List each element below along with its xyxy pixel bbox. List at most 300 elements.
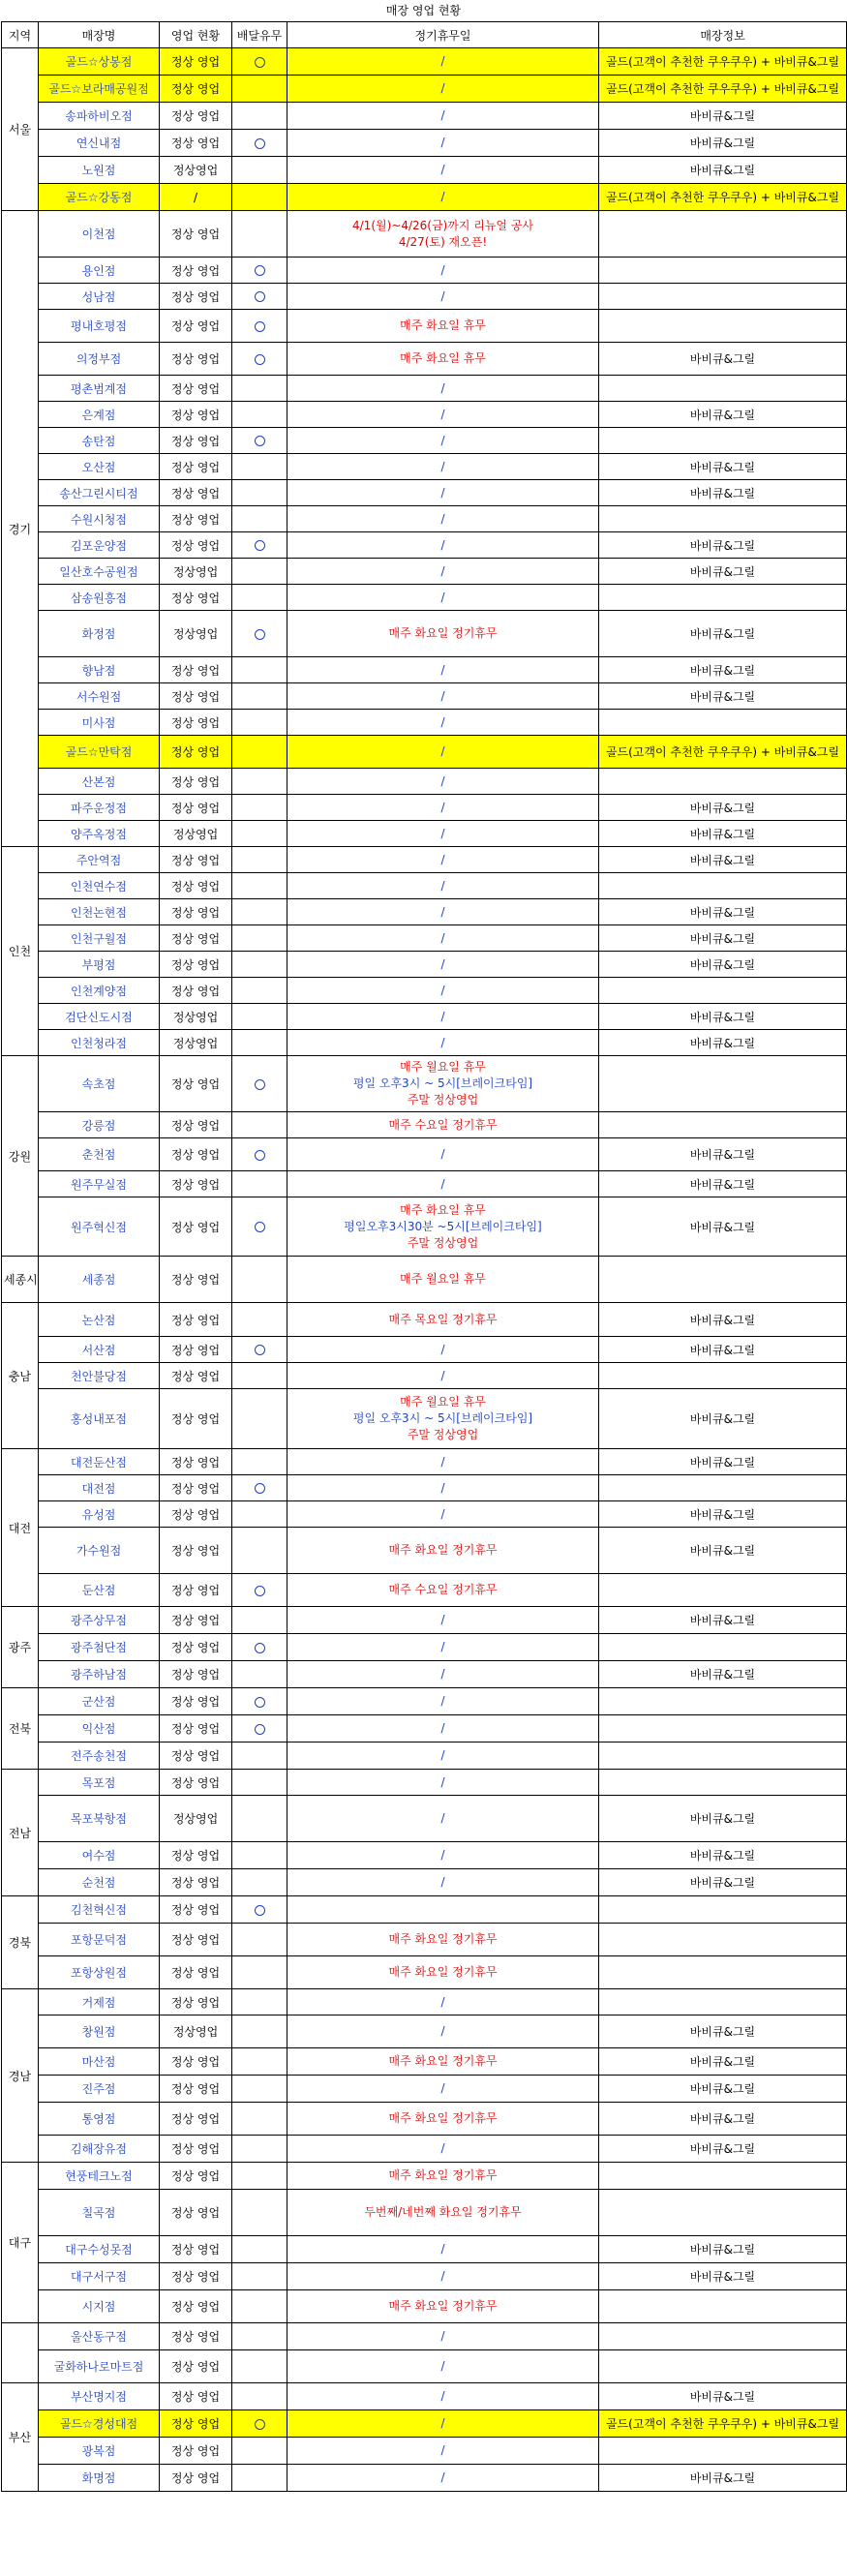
regular-holiday xyxy=(287,2383,599,2410)
store-name: 광주상무점 xyxy=(39,1607,160,1634)
table-row xyxy=(2,1138,847,1171)
table-header-row xyxy=(2,22,847,48)
store-info xyxy=(599,1688,847,1715)
store-name: 의정부점 xyxy=(39,343,160,376)
store-info: 바비큐&그릴 xyxy=(599,454,847,480)
regular-holiday xyxy=(287,611,599,657)
table-row xyxy=(2,1574,847,1607)
delivery-available-circle-icon xyxy=(255,1724,265,1735)
holiday-line: / xyxy=(440,485,445,500)
store-name: 김천혁신점 xyxy=(39,1896,160,1924)
page-title: 매장 영업 현황 xyxy=(385,4,462,17)
regular-holiday xyxy=(287,2290,599,2323)
business-status: 정상영업 xyxy=(160,157,232,184)
regular-holiday xyxy=(287,925,599,952)
regular-holiday xyxy=(287,480,599,506)
table-row xyxy=(2,585,847,611)
region-cell xyxy=(2,2323,39,2383)
regular-holiday xyxy=(287,1257,599,1303)
store-info xyxy=(599,2323,847,2350)
store-info xyxy=(599,1989,847,2015)
regular-holiday xyxy=(287,1363,599,1389)
store-info: 바비큐&그릴 xyxy=(599,343,847,376)
store-info xyxy=(599,211,847,258)
holiday-line: 4/1(월)~4/26(금)까지 리뉴얼 공사 xyxy=(352,218,533,232)
store-name: 통영점 xyxy=(39,2103,160,2136)
store-info: 바비큐&그릴 xyxy=(599,2103,847,2136)
store-info xyxy=(599,769,847,795)
store-name: 전주송천점 xyxy=(39,1743,160,1770)
store-name: 목포점 xyxy=(39,1770,160,1796)
regular-holiday xyxy=(287,211,599,258)
table-row xyxy=(2,2103,847,2136)
store-name: 시지점 xyxy=(39,2290,160,2323)
store-info: 바비큐&그릴 xyxy=(599,899,847,925)
holiday-line: / xyxy=(440,1368,445,1382)
business-status: 정상 영업 xyxy=(160,1528,232,1574)
delivery-cell xyxy=(232,184,287,211)
regular-holiday xyxy=(287,76,599,103)
regular-holiday xyxy=(287,847,599,873)
store-info: 바비큐&그릴 xyxy=(599,2263,847,2290)
regular-holiday xyxy=(287,795,599,821)
delivery-cell xyxy=(232,1171,287,1197)
holiday-line: 매주 화요일 정기휴무 xyxy=(388,2111,498,2125)
holiday-line: / xyxy=(440,1694,445,1708)
delivery-cell xyxy=(232,2163,287,2190)
business-status: 정상 영업 xyxy=(160,795,232,821)
business-status: 정상 영업 xyxy=(160,585,232,611)
regular-holiday xyxy=(287,821,599,847)
store-name: 향남점 xyxy=(39,657,160,683)
store-name: 둔산점 xyxy=(39,1574,160,1607)
delivery-cell xyxy=(232,952,287,978)
business-status: 정상 영업 xyxy=(160,1869,232,1896)
table-row xyxy=(2,710,847,736)
header-regular-holiday: 정기휴무일 xyxy=(287,22,599,48)
table-row xyxy=(2,2465,847,2492)
store-name: 노원점 xyxy=(39,157,160,184)
holiday-line: / xyxy=(440,262,445,277)
business-status: 정상 영업 xyxy=(160,1475,232,1501)
delivery-cell xyxy=(232,821,287,847)
store-name: 순천점 xyxy=(39,1869,160,1896)
table-row xyxy=(2,1303,847,1337)
store-name: 창원점 xyxy=(39,2015,160,2048)
table-row xyxy=(2,130,847,157)
table-row xyxy=(2,2438,847,2465)
store-info: 바비큐&그릴 xyxy=(599,683,847,710)
business-status: 정상 영업 xyxy=(160,657,232,683)
holiday-line: 매주 화요일 정기휴무 xyxy=(388,2299,498,2313)
regular-holiday xyxy=(287,1607,599,1634)
regular-holiday xyxy=(287,952,599,978)
business-status: 정상 영업 xyxy=(160,506,232,532)
holiday-line: / xyxy=(440,2443,445,2457)
business-status: 정상 영업 xyxy=(160,211,232,258)
business-status: 정상영업 xyxy=(160,1796,232,1842)
store-name: 김포운양점 xyxy=(39,532,160,559)
business-status: 정상 영업 xyxy=(160,343,232,376)
business-status: 정상 영업 xyxy=(160,925,232,952)
store-name: 은계점 xyxy=(39,402,160,428)
business-status: 정상 영업 xyxy=(160,284,232,310)
holiday-line: / xyxy=(440,1506,445,1521)
store-info: 바비큐&그릴 xyxy=(599,2465,847,2492)
delivery-cell xyxy=(232,2076,287,2103)
store-info: 바비큐&그릴 xyxy=(599,1138,847,1171)
delivery-cell xyxy=(232,1842,287,1869)
regular-holiday xyxy=(287,103,599,130)
store-info xyxy=(599,284,847,310)
holiday-line: / xyxy=(440,662,445,677)
holiday-line: / xyxy=(440,108,445,122)
business-status: 정상영업 xyxy=(160,821,232,847)
store-info: 바비큐&그릴 xyxy=(599,559,847,585)
holiday-line: / xyxy=(440,800,445,814)
store-info: 바비큐&그릴 xyxy=(599,1842,847,1869)
region-cell: 대구 xyxy=(2,2163,39,2323)
holiday-line: 4/27(토) 재오픈! xyxy=(398,234,488,249)
business-status: 정상 영업 xyxy=(160,736,232,769)
store-info xyxy=(599,310,847,343)
table-row xyxy=(2,532,847,559)
holiday-line: / xyxy=(440,1721,445,1735)
holiday-line: / xyxy=(440,433,445,447)
holiday-line: / xyxy=(440,2359,445,2373)
delivery-cell xyxy=(232,2136,287,2163)
table-row xyxy=(2,1715,847,1743)
regular-holiday xyxy=(287,769,599,795)
delivery-cell xyxy=(232,2323,287,2350)
store-info xyxy=(599,1634,847,1661)
store-info: 바비큐&그릴 xyxy=(599,1796,847,1842)
store-info: 바비큐&그릴 xyxy=(599,1030,847,1056)
store-info: 바비큐&그릴 xyxy=(599,1449,847,1475)
table-row xyxy=(2,1770,847,1796)
business-status: 정상 영업 xyxy=(160,1363,232,1389)
holiday-line: / xyxy=(440,1342,445,1356)
store-name: 일산호수공원점 xyxy=(39,559,160,585)
table-row xyxy=(2,1661,847,1688)
table-row xyxy=(2,873,847,899)
store-info xyxy=(599,1574,847,1607)
holiday-line: 주말 정상영업 xyxy=(407,1235,479,1250)
regular-holiday xyxy=(287,585,599,611)
store-info: 바비큐&그릴 xyxy=(599,657,847,683)
regular-holiday xyxy=(287,1197,599,1257)
store-name: 주안역점 xyxy=(39,847,160,873)
delivery-available-circle-icon xyxy=(255,540,265,551)
store-info: 바비큐&그릴 xyxy=(599,2015,847,2048)
business-status: 정상 영업 xyxy=(160,1715,232,1743)
delivery-cell xyxy=(232,1363,287,1389)
store-info: 바비큐&그릴 xyxy=(599,1869,847,1896)
regular-holiday xyxy=(287,1574,599,1607)
delivery-available-circle-icon xyxy=(255,1222,265,1232)
delivery-cell xyxy=(232,710,287,736)
header-store-info: 매장정보 xyxy=(599,22,847,48)
table-row xyxy=(2,2076,847,2103)
regular-holiday xyxy=(287,2465,599,2492)
store-name: 대구서구점 xyxy=(39,2263,160,2290)
holiday-line: / xyxy=(440,956,445,971)
store-info: 바비큐&그릴 xyxy=(599,821,847,847)
store-info: 바비큐&그릴 xyxy=(599,847,847,873)
delivery-cell xyxy=(232,1869,287,1896)
store-name: 골드☆강동점 xyxy=(39,184,160,211)
store-name: 인천연수점 xyxy=(39,873,160,899)
store-name: 칠곡점 xyxy=(39,2190,160,2236)
business-status: 정상 영업 xyxy=(160,2076,232,2103)
regular-holiday xyxy=(287,2136,599,2163)
business-status: 정상 영업 xyxy=(160,310,232,343)
regular-holiday xyxy=(287,1743,599,1770)
table-row xyxy=(2,157,847,184)
business-status: 정상 영업 xyxy=(160,978,232,1004)
business-status: 정상 영업 xyxy=(160,103,232,130)
delivery-cell xyxy=(232,211,287,258)
table-row xyxy=(2,76,847,103)
business-status: 정상 영업 xyxy=(160,873,232,899)
holiday-line: 주말 정상영업 xyxy=(407,1093,479,1106)
delivery-available-circle-icon xyxy=(255,1586,265,1596)
store-name: 골드☆상봉점 xyxy=(39,48,160,76)
delivery-cell xyxy=(232,1989,287,2015)
header-delivery: 배달유무 xyxy=(232,22,287,48)
holiday-line: / xyxy=(440,563,445,578)
store-info xyxy=(599,2438,847,2465)
delivery-cell xyxy=(232,1337,287,1363)
store-name: 대전점 xyxy=(39,1475,160,1501)
store-info: 바비큐&그릴 xyxy=(599,1389,847,1449)
delivery-cell xyxy=(232,1924,287,1956)
table-row xyxy=(2,428,847,454)
table-row xyxy=(2,1449,847,1475)
store-name: 양주옥정점 xyxy=(39,821,160,847)
table-row xyxy=(2,1475,847,1501)
regular-holiday xyxy=(287,1501,599,1528)
holiday-line: 매주 월요일 휴무 xyxy=(400,1272,486,1286)
holiday-line: / xyxy=(440,1875,445,1889)
store-name: 인천논현점 xyxy=(39,899,160,925)
store-info: 바비큐&그릴 xyxy=(599,1303,847,1337)
table-row xyxy=(2,795,847,821)
delivery-cell xyxy=(232,310,287,343)
delivery-available-circle-icon xyxy=(255,1079,265,1090)
regular-holiday xyxy=(287,2048,599,2076)
delivery-cell xyxy=(232,1688,287,1715)
holiday-line: / xyxy=(440,1994,445,2009)
header-region: 지역 xyxy=(2,22,39,48)
delivery-cell xyxy=(232,585,287,611)
delivery-cell xyxy=(232,2048,287,2076)
regular-holiday xyxy=(287,184,599,211)
store-name: 김해장유점 xyxy=(39,2136,160,2163)
store-info xyxy=(599,2350,847,2383)
region-cell: 경북 xyxy=(2,1896,39,1989)
store-info xyxy=(599,1257,847,1303)
holiday-line: / xyxy=(440,537,445,552)
business-status: 정상 영업 xyxy=(160,847,232,873)
table-row xyxy=(2,2350,847,2383)
holiday-line: / xyxy=(440,2242,445,2256)
store-name: 군산점 xyxy=(39,1688,160,1715)
delivery-cell xyxy=(232,284,287,310)
store-name: 송파하비오점 xyxy=(39,103,160,130)
store-name: 목포북항점 xyxy=(39,1796,160,1842)
store-info xyxy=(599,2163,847,2190)
delivery-cell xyxy=(232,925,287,952)
table-row xyxy=(2,821,847,847)
holiday-line: 매주 수요일 정기휴무 xyxy=(388,1583,498,1596)
store-info: 바비큐&그릴 xyxy=(599,925,847,952)
region-cell: 부산 xyxy=(2,2383,39,2492)
delivery-cell xyxy=(232,130,287,157)
store-info: 바비큐&그릴 xyxy=(599,1197,847,1257)
table-row xyxy=(2,1171,847,1197)
store-name: 화명점 xyxy=(39,2465,160,2492)
delivery-cell xyxy=(232,1501,287,1528)
region-cell: 강원 xyxy=(2,1056,39,1257)
delivery-cell xyxy=(232,1743,287,1770)
regular-holiday xyxy=(287,376,599,402)
delivery-cell xyxy=(232,2103,287,2136)
store-name: 익산점 xyxy=(39,1715,160,1743)
delivery-cell xyxy=(232,1030,287,1056)
business-status: 정상 영업 xyxy=(160,48,232,76)
table-row xyxy=(2,480,847,506)
regular-holiday xyxy=(287,710,599,736)
holiday-line: / xyxy=(440,1613,445,1626)
regular-holiday xyxy=(287,736,599,769)
business-status: 정상 영업 xyxy=(160,1257,232,1303)
holiday-line: / xyxy=(440,1009,445,1023)
regular-holiday xyxy=(287,1634,599,1661)
business-status: 정상 영업 xyxy=(160,1770,232,1796)
holiday-line: 두번째/네번째 화요일 정기휴무 xyxy=(364,2205,522,2219)
holiday-line: / xyxy=(440,1147,445,1161)
table-row xyxy=(2,184,847,211)
business-status: 정상 영업 xyxy=(160,2163,232,2190)
business-status: 정상 영업 xyxy=(160,76,232,103)
delivery-cell xyxy=(232,1197,287,1257)
holiday-line: / xyxy=(440,2470,445,2484)
regular-holiday xyxy=(287,1715,599,1743)
holiday-line: / xyxy=(440,1480,445,1495)
store-info: 바비큐&그릴 xyxy=(599,1661,847,1688)
business-status: 정상 영업 xyxy=(160,1056,232,1112)
table-row xyxy=(2,1112,847,1138)
holiday-line: / xyxy=(440,2024,445,2038)
table-row xyxy=(2,2015,847,2048)
store-info: 골드(고객이 추천한 쿠우쿠우) + 바비큐&그릴 xyxy=(599,736,847,769)
table-row xyxy=(2,1688,847,1715)
delivery-cell xyxy=(232,1056,287,1112)
holiday-line: 매주 화요일 정기휴무 xyxy=(388,2168,498,2182)
store-info: 바비큐&그릴 xyxy=(599,1607,847,1634)
store-name: 골드☆경성대점 xyxy=(39,2410,160,2438)
regular-holiday xyxy=(287,506,599,532)
delivery-available-circle-icon xyxy=(255,1483,265,1494)
regular-holiday xyxy=(287,2103,599,2136)
store-info xyxy=(599,1896,847,1924)
table-row xyxy=(2,343,847,376)
regular-holiday xyxy=(287,157,599,184)
regular-holiday xyxy=(287,1337,599,1363)
holiday-line: / xyxy=(440,511,445,526)
table-row xyxy=(2,847,847,873)
store-info xyxy=(599,1112,847,1138)
regular-holiday xyxy=(287,1171,599,1197)
table-row xyxy=(2,258,847,284)
regular-holiday xyxy=(287,2323,599,2350)
business-status: 정상 영업 xyxy=(160,2323,232,2350)
store-info xyxy=(599,1475,847,1501)
store-info: 바비큐&그릴 xyxy=(599,1004,847,1030)
store-name: 송탄점 xyxy=(39,428,160,454)
store-name: 광주첨단점 xyxy=(39,1634,160,1661)
delivery-cell xyxy=(232,1112,287,1138)
holiday-line: / xyxy=(440,1035,445,1049)
regular-holiday xyxy=(287,1112,599,1138)
store-name: 진주점 xyxy=(39,2076,160,2103)
table-row xyxy=(2,1743,847,1770)
delivery-cell xyxy=(232,1896,287,1924)
business-status: / xyxy=(160,184,232,211)
store-name: 원주혁신점 xyxy=(39,1197,160,1257)
store-info: 바비큐&그릴 xyxy=(599,611,847,657)
store-info xyxy=(599,710,847,736)
store-name: 굴화하나로마트점 xyxy=(39,2350,160,2383)
table-row xyxy=(2,1030,847,1056)
region-cell: 세종시 xyxy=(2,1257,39,1303)
delivery-cell xyxy=(232,402,287,428)
holiday-line: 매주 화요일 정기휴무 xyxy=(388,626,498,640)
store-name: 서수원점 xyxy=(39,683,160,710)
holiday-line: 매주 월요일 휴무 xyxy=(400,1395,486,1409)
region-cell: 경기 xyxy=(2,211,39,847)
delivery-cell xyxy=(232,2383,287,2410)
regular-holiday xyxy=(287,343,599,376)
regular-holiday xyxy=(287,2410,599,2438)
delivery-cell xyxy=(232,978,287,1004)
table-row xyxy=(2,2290,847,2323)
delivery-cell xyxy=(232,2263,287,2290)
holiday-line: / xyxy=(440,380,445,395)
store-name: 유성점 xyxy=(39,1501,160,1528)
store-name: 광복점 xyxy=(39,2438,160,2465)
store-name: 산본점 xyxy=(39,769,160,795)
business-status: 정상 영업 xyxy=(160,710,232,736)
holiday-line: 매주 월요일 휴무 xyxy=(400,1060,486,1074)
table-row xyxy=(2,506,847,532)
business-status: 정상 영업 xyxy=(160,1842,232,1869)
table-row xyxy=(2,376,847,402)
delivery-cell xyxy=(232,1449,287,1475)
business-status: 정상 영업 xyxy=(160,428,232,454)
delivery-available-circle-icon xyxy=(255,1697,265,1708)
table-row xyxy=(2,1501,847,1528)
delivery-cell xyxy=(232,1956,287,1989)
store-info xyxy=(599,873,847,899)
business-status: 정상 영업 xyxy=(160,1197,232,1257)
regular-holiday xyxy=(287,978,599,1004)
holiday-line: 평일오후3시30분 ~5시[브레이크타임] xyxy=(344,1219,542,1233)
delivery-cell xyxy=(232,76,287,103)
delivery-cell xyxy=(232,2410,287,2438)
delivery-available-circle-icon xyxy=(255,57,265,68)
